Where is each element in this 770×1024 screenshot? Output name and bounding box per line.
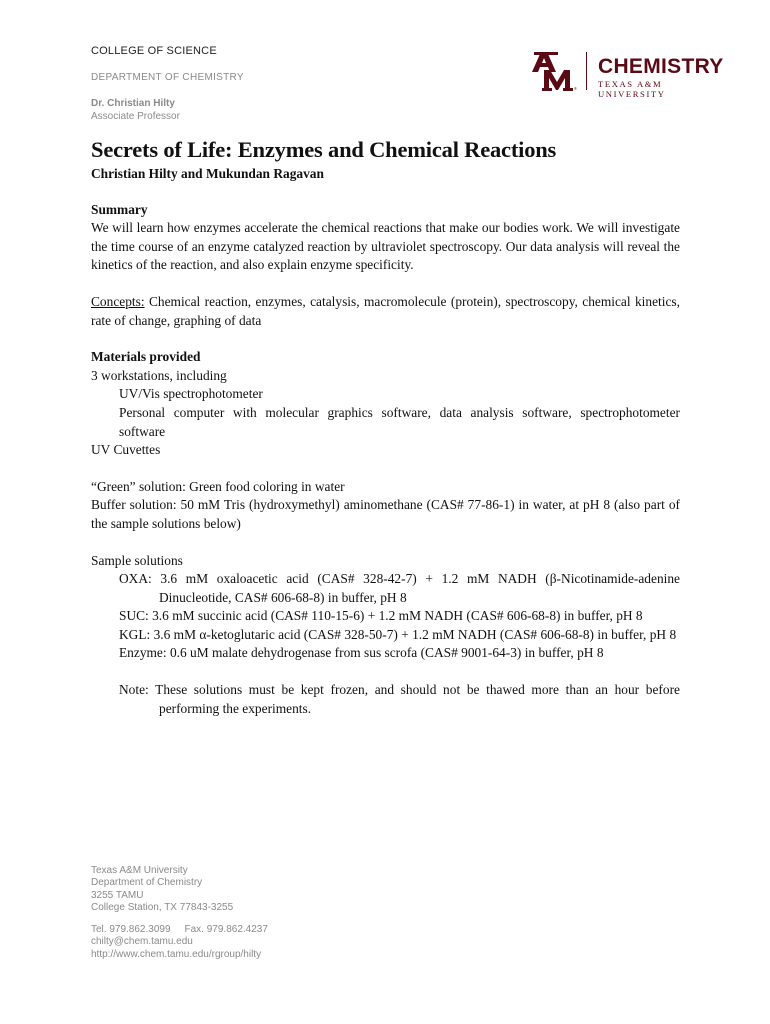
samples-heading: Sample solutions bbox=[91, 552, 183, 568]
summary-heading: Summary bbox=[91, 201, 148, 217]
department-label: DEPARTMENT OF CHEMISTRY bbox=[91, 72, 244, 83]
workstations-line: 3 workstations, including bbox=[91, 367, 227, 383]
footer-line: Department of Chemistry bbox=[91, 877, 203, 889]
materials-heading: Materials provided bbox=[91, 349, 201, 365]
sample-item: SUC: 3.6 mM succinic acid (CAS# 110-15-6) + 1.2 mM NADH (CAS# 606-68-8) in buffer, pH 8 bbox=[119, 608, 643, 624]
storage-note: Note: These solutions must be kept frozen, and should not be thawed more than an hour before performing the experiments. bbox=[119, 682, 680, 716]
footer-phone-line bbox=[91, 924, 268, 936]
footer-line: College Station, TX 77843-3255 bbox=[91, 901, 234, 913]
college-label: COLLEGE OF SCIENCE bbox=[91, 45, 217, 57]
concepts-text: Chemical reaction, enzymes, catalysis, macromolecule (protein), spectroscopy, chemical kinetics, rate of change, graphing of data bbox=[91, 293, 680, 328]
concepts-label: Concepts: bbox=[91, 293, 145, 309]
footer-line: Texas A&M University bbox=[91, 865, 188, 876]
footer-email[interactable]: chilty@chem.tamu.edu bbox=[91, 936, 193, 948]
concepts-paragraph bbox=[91, 293, 680, 330]
logo-subtitle: TEXAS A&M UNIVERSITY bbox=[598, 79, 666, 99]
footer-line: 3255 TAMU bbox=[91, 889, 144, 901]
chemistry-logo bbox=[530, 50, 730, 99]
footer-fax: Fax. 979.862.4237 bbox=[184, 924, 268, 936]
logo-divider bbox=[586, 52, 587, 90]
sample-item: OXA: 3.6 mM oxaloacetic acid (CAS# 328-42-7) + 1.2 mM NADH (β-Nicotinamide-adenine Dinucleotide, CAS# 606-68-8) in buffer, pH 8 bbox=[119, 571, 680, 605]
logo-wordmark: CHEMISTRY bbox=[598, 55, 724, 78]
footer-tel: Tel. 979.862.3099 bbox=[91, 924, 171, 936]
buffer-solution-line: Buffer solution: 50 mM Tris (hydroxymethyl) aminomethane (CAS# 77-86-1) in water, at pH 8 (also part of the sample solutions below) bbox=[91, 497, 680, 531]
sample-item: KGL: 3.6 mM α-ketoglutaric acid (CAS# 328-50-7) + 1.2 mM NADH (CAS# 606-68-8) in buffer, pH 8 bbox=[119, 626, 677, 642]
professor-title: Associate Professor bbox=[91, 111, 180, 122]
material-item: UV/Vis spectrophotometer bbox=[119, 386, 263, 402]
page-title: Secrets of Life: Enzymes and Chemical Reactions bbox=[91, 137, 557, 162]
green-solution-line: “Green” solution: Green food coloring in water bbox=[91, 478, 345, 494]
svg-text:®: ® bbox=[574, 86, 577, 91]
cuvettes-line: UV Cuvettes bbox=[91, 442, 161, 458]
sample-item: Enzyme: 0.6 uM malate dehydrogenase from sus scrofa (CAS# 9001-64-3) in buffer, pH 8 bbox=[119, 645, 604, 661]
authors: Christian Hilty and Mukundan Ragavan bbox=[91, 166, 324, 181]
footer-address bbox=[91, 865, 268, 961]
material-item: Personal computer with molecular graphics software, data analysis software, spectrophotometer software bbox=[119, 404, 680, 439]
footer-url[interactable]: http://www.chem.tamu.edu/rgroup/hilty bbox=[91, 948, 262, 960]
summary-text: We will learn how enzymes accelerate the chemical reactions that make our bodies work. We will investigate the time course of an enzyme catalyzed reaction by ultraviolet spectroscopy. Our data analysis will reveal the kinetics of the reaction, and also explain enzyme specificity. bbox=[91, 220, 680, 273]
document-body bbox=[91, 136, 680, 718]
professor-name: Dr. Christian Hilty bbox=[91, 98, 175, 109]
atm-logo-icon bbox=[530, 50, 580, 92]
